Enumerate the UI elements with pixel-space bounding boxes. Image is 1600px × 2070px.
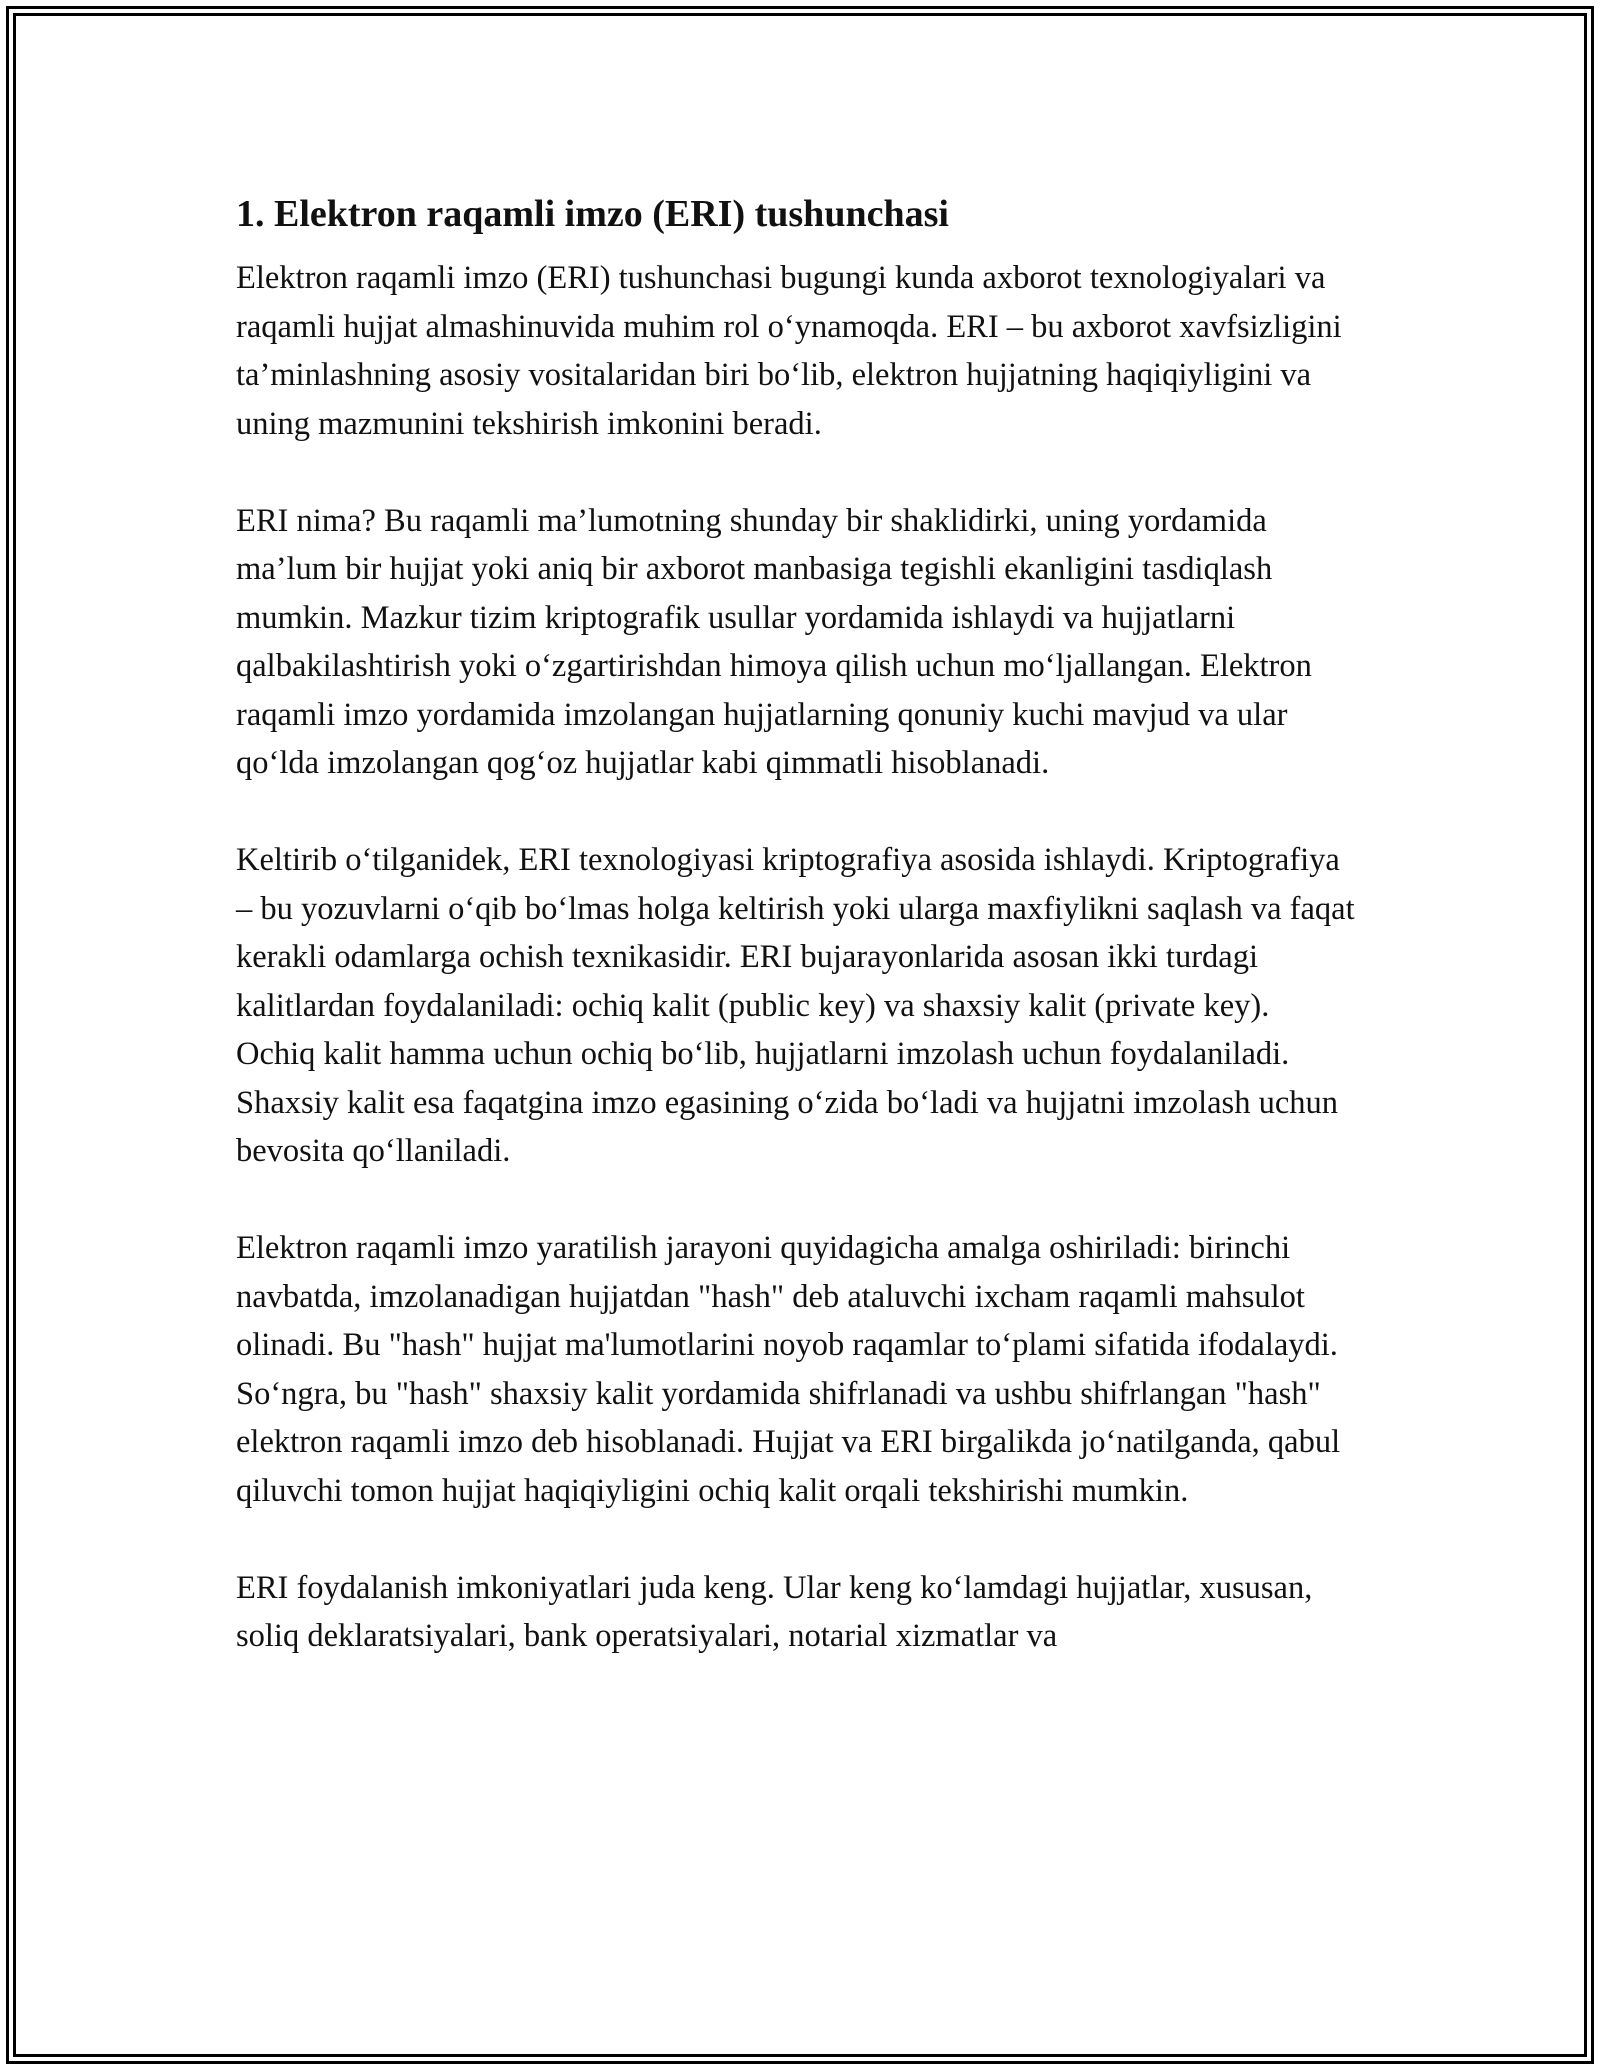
- paragraph-2: ERI nima? Bu raqamli ma’lumotning shunday bir shaklidirki, uning yordamida ma’lum bir hujjat yoki aniq bir axborot manbasiga tegishli ekanligini tasdiqlash mumkin. Mazkur tizim kriptografik usullar yordamida ishlaydi va hujjatlarni qalbakilashtirish yoki o‘zgartirishdan himoya qilish uchun mo‘ljallangan. Elektron raqamli imzo yordamida imzolangan hujjatlarning qonuniy kuchi mavjud va ular qo‘lda imzolangan qog‘oz hujjatlar kabi qimmatli hisoblanadi.: [236, 502, 1312, 781]
- paragraph-4: Elektron raqamli imzo yaratilish jarayoni quyidagicha amalga oshiriladi: birinchi navbatda, imzolanadigan hujjatdan "hash" deb ataluvchi ixcham raqamli mahsulot olinadi. Bu "hash" hujjat ma'lumotlarini noyob raqamlar to‘plami sifatida ifodalaydi. So‘ngra, bu "hash" shaxsiy kalit yordamida shifrlanadi va ushbu shifrlangan "hash" elektron raqamli imzo deb hisoblanadi. Hujjat va ERI birgalikda jo‘natilganda, qabul qiluvchi tomon hujjat haqiqiyligini ochiq kalit orqali tekshirishi mumkin.: [236, 1230, 1341, 1509]
- paragraph-1: Elektron raqamli imzo (ERI) tushunchasi bugungi kunda axborot texnologiyalari va raqamli hujjat almashinuvida muhim rol o‘ynamoqda. ERI – bu axborot xavfsizligini ta’minlashning asosiy vositalaridan biri bo‘lib, elektron hujjatning haqiqiyligini va uning mazmunini tekshirish imkonini beradi.: [236, 260, 1342, 442]
- paragraph-3: Keltirib o‘tilganidek, ERI texnologiyasi kriptografiya asosida ishlaydi. Kriptografiya – bu yozuvlarni o‘qib bo‘lmas holga keltirish yoki ularga maxfiylikni saqlash va faqat kerakli odamlarga ochish texnikasidir. ERI bujarayonlarida asosan ikki turdagi kalitlardan foydalaniladi: ochiq kalit (public key) va shaxsiy kalit (private key). Ochiq kalit hamma uchun ochiq bo‘lib, hujjatlarni imzolash uchun foydalaniladi. Shaxsiy kalit esa faqatgina imzo egasining o‘zida bo‘ladi va hujjatni imzolash uchun bevosita qo‘llaniladi.: [236, 842, 1355, 1169]
- paragraph-5: ERI foydalanish imkoniyatlari juda keng. Ular keng ko‘lamdagi hujjatlar, xususan, soliq deklaratsiyalari, bank operatsiyalari, notarial xizmatlar va: [236, 1569, 1313, 1654]
- document-page: [236, 186, 1356, 1709]
- section-heading: 1. Elektron raqamli imzo (ERI) tushunchasi: [236, 193, 949, 235]
